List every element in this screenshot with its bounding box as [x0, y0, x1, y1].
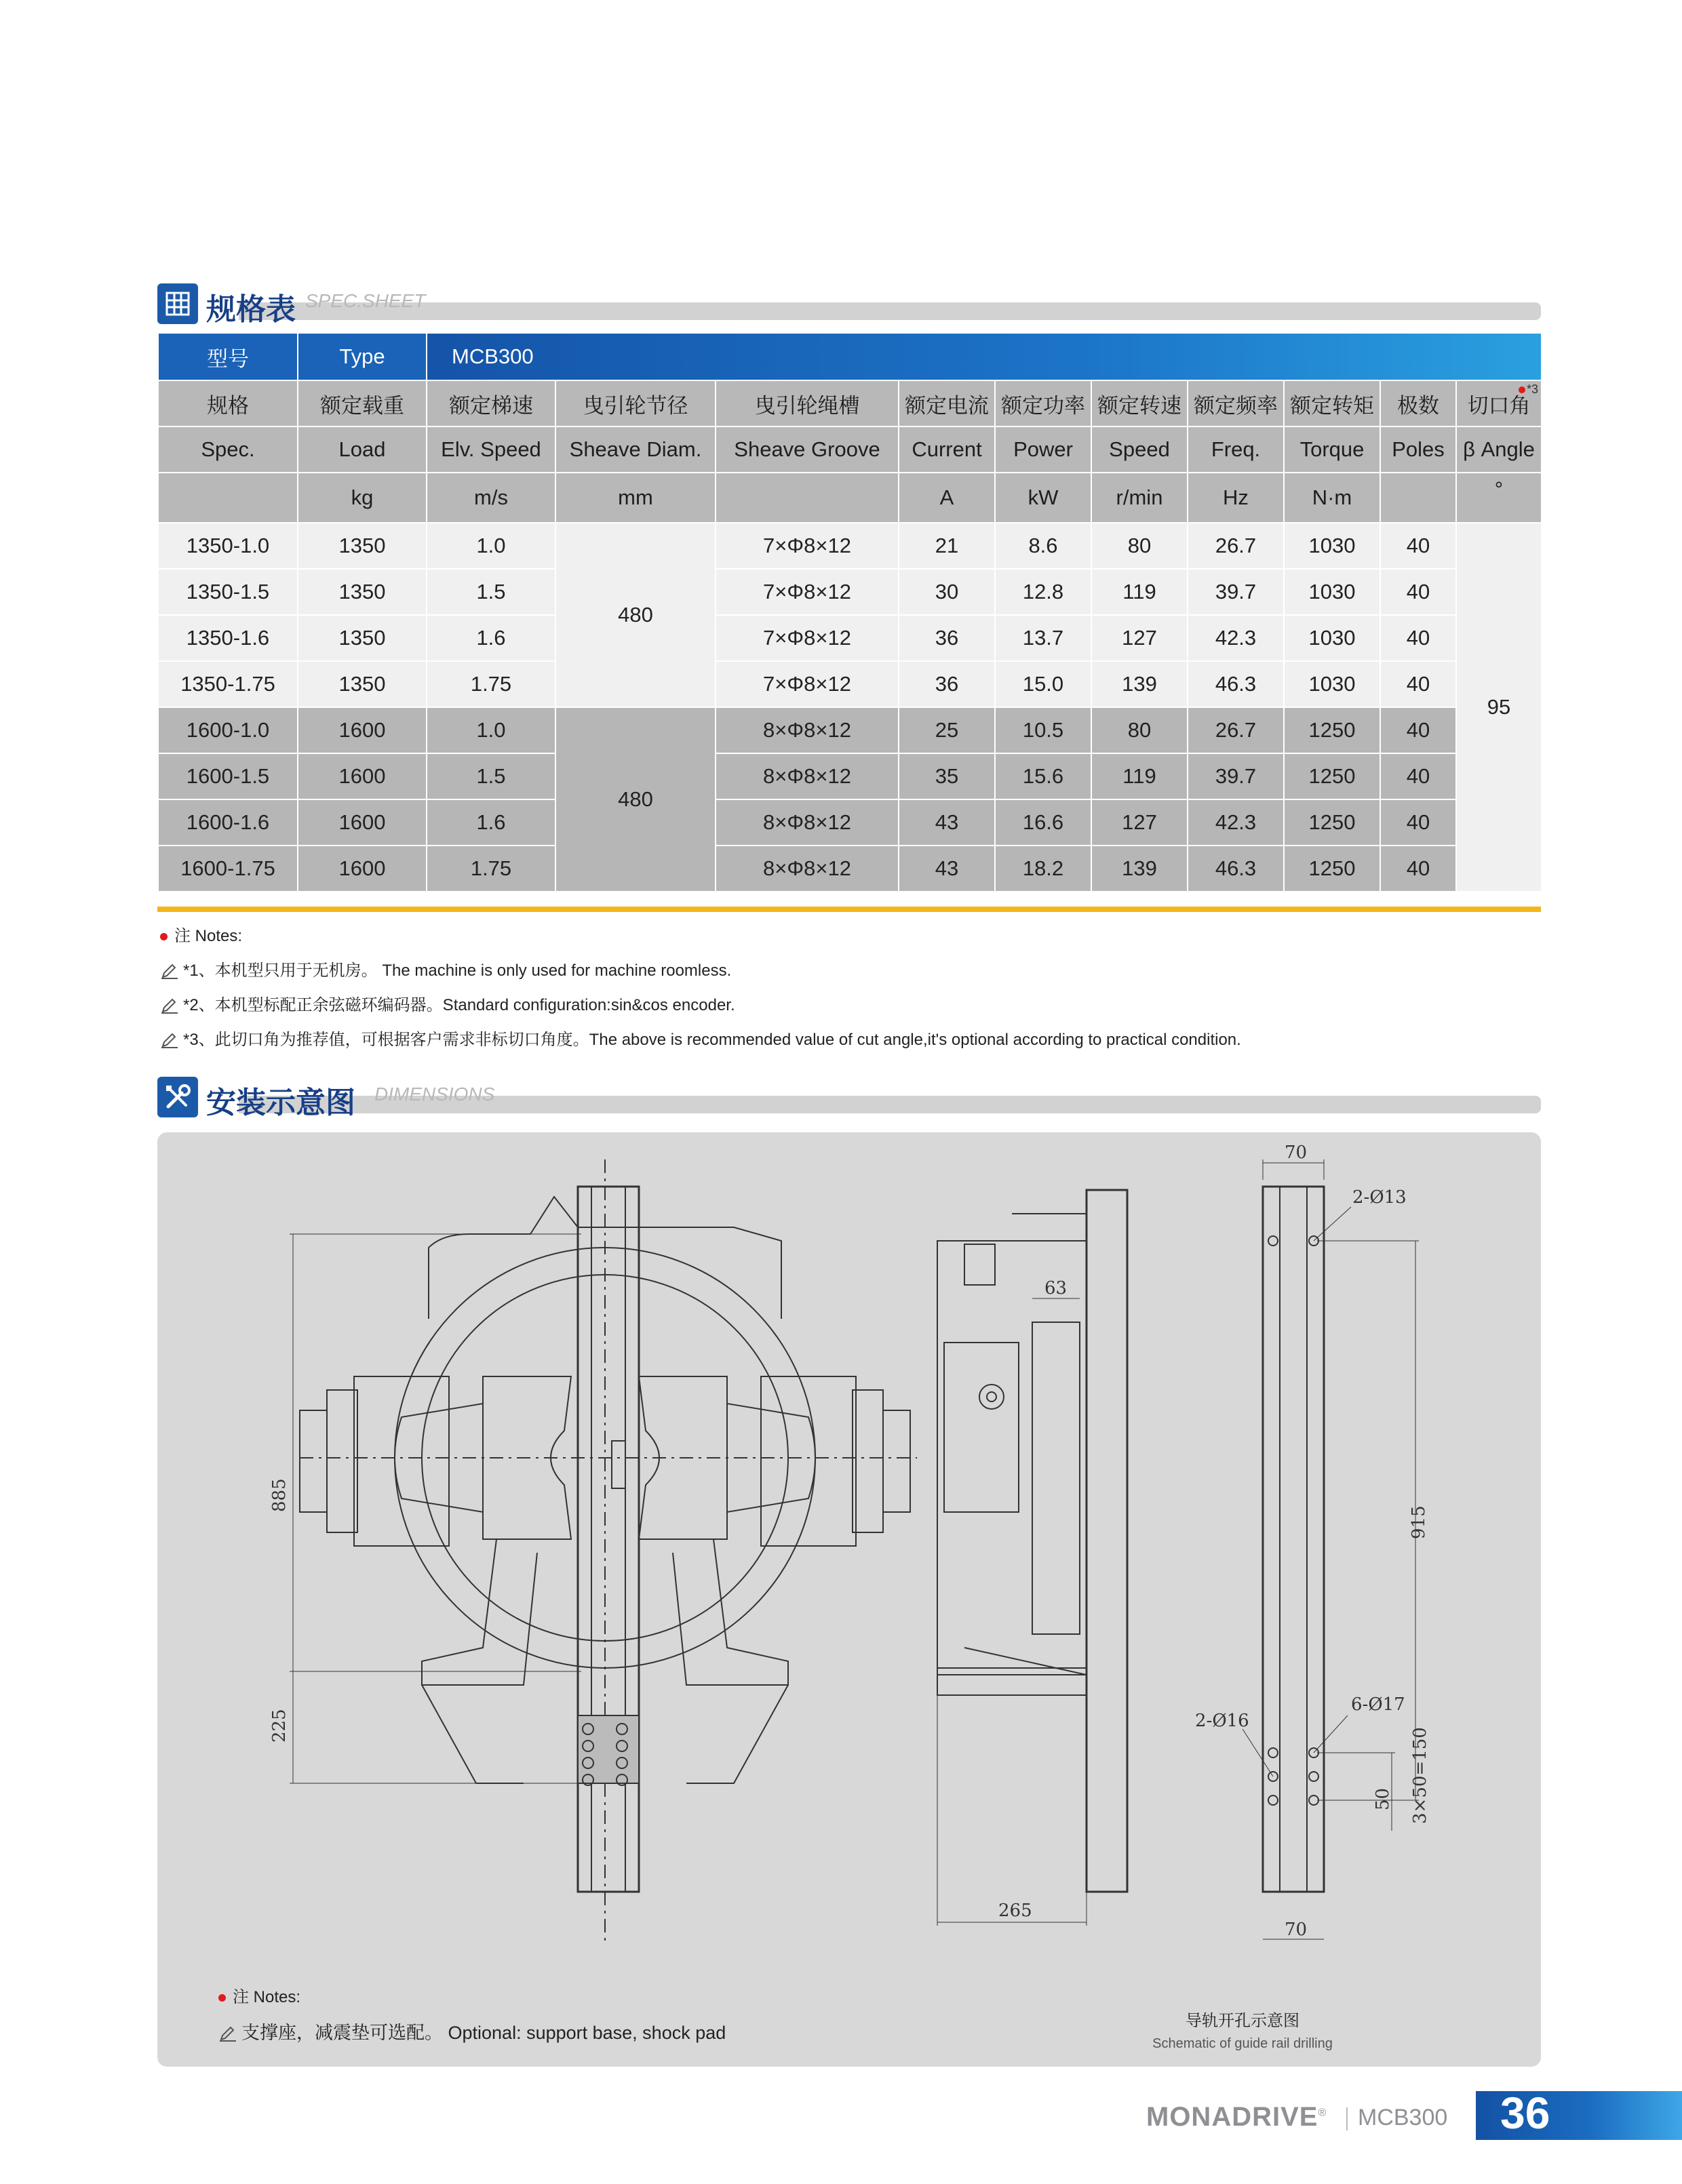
pencil-icon — [218, 2026, 237, 2042]
cell-rpm: 119 — [1091, 753, 1188, 799]
cell-load: 1600 — [298, 753, 427, 799]
cell-rpm: 139 — [1091, 846, 1188, 892]
note-3-marker: *3 — [1519, 382, 1538, 397]
header-en-row — [158, 426, 1542, 473]
bullet-dot-icon — [160, 933, 168, 940]
cell-speed: 1.6 — [427, 799, 555, 846]
page-number-badge — [1476, 2088, 1682, 2140]
note-text: *1、本机型只用于无机房。 The machine is only used for machine roomless. — [183, 961, 732, 980]
unit-cell: kW — [995, 473, 1091, 523]
table-row — [158, 846, 1542, 892]
header-cell: β Angle — [1456, 426, 1542, 473]
header-cell: 额定转矩 — [1284, 380, 1380, 426]
spec-table — [157, 332, 1542, 892]
cell-load: 1350 — [298, 661, 427, 707]
technical-drawing — [157, 1132, 1541, 2067]
cell-groove: 7×Φ8×12 — [716, 523, 899, 569]
dim-holes-right: 6-Ø17 — [1351, 1694, 1405, 1715]
rail-drilling-caption — [1039, 2007, 1446, 2052]
dimensions-title-en: DIMENSIONS — [374, 1084, 495, 1105]
cell-current: 43 — [899, 799, 995, 846]
header-cell: Elv. Speed — [427, 426, 555, 473]
side-view — [937, 1190, 1127, 1926]
cell-sheave-diam: 480 — [555, 707, 716, 892]
cell-current: 25 — [899, 707, 995, 753]
units-row — [158, 473, 1542, 523]
cell-beta-angle: 95 — [1456, 523, 1542, 892]
note-item — [160, 957, 1241, 980]
unit-cell — [1380, 473, 1456, 523]
dim-front-height: 885 — [269, 1478, 290, 1512]
dim-rail-pitch: 3×50=150 — [1410, 1727, 1430, 1824]
caption-en: Schematic of guide rail drilling — [1152, 2036, 1333, 2051]
footer-divider — [1346, 2107, 1348, 2130]
cell-groove: 8×Φ8×12 — [716, 846, 899, 892]
cell-freq: 39.7 — [1188, 753, 1284, 799]
table-row — [158, 615, 1542, 661]
caption-zh: 导轨开孔示意图 — [1186, 2012, 1299, 2030]
cell-freq: 46.3 — [1188, 661, 1284, 707]
cell-load: 1600 — [298, 846, 427, 892]
table-row — [158, 753, 1542, 799]
header-cell: Sheave Diam. — [555, 426, 716, 473]
type-label-zh: 型号 — [158, 333, 298, 380]
spec-title-zh: 规格表 — [206, 292, 296, 327]
dim-rail-span: 915 — [1409, 1505, 1429, 1539]
cell-spec: 1600-1.75 — [158, 846, 298, 892]
notes-block — [160, 922, 1241, 1050]
header-cell: Spec. — [158, 426, 298, 473]
header-cell-angle — [1456, 380, 1542, 426]
header-cell: Current — [899, 426, 995, 473]
header-cell: 额定频率 — [1188, 380, 1284, 426]
header-cell: Load — [298, 426, 427, 473]
cell-torque: 1250 — [1284, 846, 1380, 892]
cell-torque: 1030 — [1284, 523, 1380, 569]
cell-speed: 1.5 — [427, 753, 555, 799]
brand-name: MONADRIVE — [1146, 2102, 1318, 2132]
cell-torque: 1030 — [1284, 569, 1380, 615]
dim-side-depth: 265 — [998, 1901, 1032, 1921]
cell-current: 36 — [899, 661, 995, 707]
cell-groove: 8×Φ8×12 — [716, 753, 899, 799]
table-grid-icon — [157, 283, 198, 324]
notes-heading-text: 注 Notes: — [174, 927, 243, 945]
note-text: *2、本机型标配正余弦磁环编码器。Standard configuration:sin&cos encoder. — [183, 996, 735, 1014]
front-view — [290, 1159, 917, 1946]
header-cell: Torque — [1284, 426, 1380, 473]
cell-torque: 1030 — [1284, 615, 1380, 661]
table-bottom-rule — [157, 907, 1541, 912]
panel-notes — [218, 1983, 726, 2044]
dimensions-section-title — [157, 1077, 1541, 1123]
panel-note-item — [218, 2018, 726, 2044]
header-cell: 额定梯速 — [427, 380, 555, 426]
dimensions-panel — [157, 1132, 1541, 2067]
header-cell: 规格 — [158, 380, 298, 426]
cell-speed: 1.75 — [427, 846, 555, 892]
unit-cell: ° — [1456, 473, 1542, 523]
dim-front-base: 225 — [269, 1709, 290, 1743]
cell-spec: 1350-1.75 — [158, 661, 298, 707]
cell-load: 1350 — [298, 569, 427, 615]
unit-cell: kg — [298, 473, 427, 523]
cell-rpm: 127 — [1091, 799, 1188, 846]
cell-sheave-diam: 480 — [555, 523, 716, 707]
unit-cell: r/min — [1091, 473, 1188, 523]
header-cell: Speed — [1091, 426, 1188, 473]
cell-rpm: 80 — [1091, 523, 1188, 569]
cell-freq: 46.3 — [1188, 846, 1284, 892]
cell-poles: 40 — [1380, 753, 1456, 799]
dim-rail-pitch-single: 50 — [1373, 1787, 1393, 1810]
cell-rpm: 127 — [1091, 615, 1188, 661]
note-item — [160, 1026, 1241, 1050]
type-row — [158, 333, 1542, 380]
cell-current: 30 — [899, 569, 995, 615]
cell-speed: 1.6 — [427, 615, 555, 661]
cell-poles: 40 — [1380, 799, 1456, 846]
cell-torque: 1250 — [1284, 707, 1380, 753]
cell-freq: 39.7 — [1188, 569, 1284, 615]
cell-power: 18.2 — [995, 846, 1091, 892]
header-zh-row — [158, 380, 1542, 426]
dim-holes-top: 2-Ø13 — [1352, 1187, 1407, 1208]
pencil-icon — [160, 998, 179, 1014]
brand-mark: ® — [1318, 2107, 1327, 2119]
cell-current: 36 — [899, 615, 995, 661]
cell-spec: 1350-1.5 — [158, 569, 298, 615]
cell-groove: 7×Φ8×12 — [716, 661, 899, 707]
table-row — [158, 707, 1542, 753]
table-row — [158, 661, 1542, 707]
dim-rail-bottom: 70 — [1285, 1920, 1308, 1940]
unit-cell: N·m — [1284, 473, 1380, 523]
header-cell: 额定电流 — [899, 380, 995, 426]
table-row — [158, 569, 1542, 615]
bullet-dot-icon — [218, 1994, 226, 2002]
cell-poles: 40 — [1380, 846, 1456, 892]
cell-load: 1350 — [298, 615, 427, 661]
cell-freq: 26.7 — [1188, 523, 1284, 569]
note-item — [160, 991, 1241, 1015]
cell-speed: 1.75 — [427, 661, 555, 707]
unit-cell: mm — [555, 473, 716, 523]
header-cell: Poles — [1380, 426, 1456, 473]
cell-power: 15.6 — [995, 753, 1091, 799]
cell-freq: 42.3 — [1188, 615, 1284, 661]
dim-rail-top: 70 — [1285, 1143, 1308, 1163]
type-value: MCB300 — [427, 333, 1542, 380]
cell-spec: 1350-1.0 — [158, 523, 298, 569]
dimensions-title-zh: 安装示意图 — [206, 1086, 355, 1120]
cell-spec: 1600-1.5 — [158, 753, 298, 799]
pencil-icon — [160, 1033, 179, 1049]
cell-rpm: 119 — [1091, 569, 1188, 615]
header-cell: Freq. — [1188, 426, 1284, 473]
cell-spec: 1600-1.0 — [158, 707, 298, 753]
cell-rpm: 139 — [1091, 661, 1188, 707]
notes-heading — [160, 922, 1241, 946]
spec-title-en: SPEC.SHEET — [305, 290, 426, 311]
cell-load: 1600 — [298, 707, 427, 753]
unit-cell — [716, 473, 899, 523]
cell-speed: 1.5 — [427, 569, 555, 615]
panel-notes-heading-text: 注 Notes: — [233, 1988, 301, 2006]
cell-load: 1600 — [298, 799, 427, 846]
cell-load: 1350 — [298, 523, 427, 569]
tools-icon — [157, 1077, 198, 1117]
cell-poles: 40 — [1380, 569, 1456, 615]
cell-freq: 42.3 — [1188, 799, 1284, 846]
table-row — [158, 799, 1542, 846]
page-number: 36 — [1500, 2088, 1550, 2138]
spec-section-title — [157, 283, 1541, 330]
unit-cell: m/s — [427, 473, 555, 523]
header-cell: 曳引轮节径 — [555, 380, 716, 426]
unit-cell — [158, 473, 298, 523]
angle-header-label: 切口角 — [1467, 393, 1531, 418]
section-rule — [239, 302, 1541, 320]
cell-speed: 1.0 — [427, 523, 555, 569]
cell-groove: 8×Φ8×12 — [716, 707, 899, 753]
footer-model: MCB300 — [1358, 2105, 1448, 2130]
dim-holes-left: 2-Ø16 — [1195, 1711, 1249, 1731]
header-cell: 极数 — [1380, 380, 1456, 426]
unit-cell: Hz — [1188, 473, 1284, 523]
brand-logo — [1146, 2102, 1327, 2132]
cell-poles: 40 — [1380, 523, 1456, 569]
pencil-icon — [160, 964, 179, 980]
cell-power: 16.6 — [995, 799, 1091, 846]
cell-current: 35 — [899, 753, 995, 799]
header-cell: 额定载重 — [298, 380, 427, 426]
cell-torque: 1250 — [1284, 753, 1380, 799]
table-row — [158, 523, 1542, 569]
cell-power: 10.5 — [995, 707, 1091, 753]
cell-torque: 1030 — [1284, 661, 1380, 707]
header-cell: Power — [995, 426, 1091, 473]
note-text: *3、此切口角为推荐值，可根据客户需求非标切口角度。The above is recommended value of cut angle,it's optional according to practical condition. — [183, 1031, 1241, 1049]
cell-poles: 40 — [1380, 707, 1456, 753]
header-cell: 曳引轮绳槽 — [716, 380, 899, 426]
cell-poles: 40 — [1380, 615, 1456, 661]
rail-view — [1243, 1159, 1419, 1939]
cell-groove: 7×Φ8×12 — [716, 615, 899, 661]
unit-cell: A — [899, 473, 995, 523]
cell-torque: 1250 — [1284, 799, 1380, 846]
cell-power: 13.7 — [995, 615, 1091, 661]
cell-spec: 1350-1.6 — [158, 615, 298, 661]
dim-side-groove: 63 — [1044, 1278, 1068, 1298]
cell-groove: 8×Φ8×12 — [716, 799, 899, 846]
cell-groove: 7×Φ8×12 — [716, 569, 899, 615]
panel-notes-heading — [218, 1983, 726, 2007]
cell-freq: 26.7 — [1188, 707, 1284, 753]
cell-current: 43 — [899, 846, 995, 892]
cell-rpm: 80 — [1091, 707, 1188, 753]
cell-power: 12.8 — [995, 569, 1091, 615]
header-cell: 额定功率 — [995, 380, 1091, 426]
cell-speed: 1.0 — [427, 707, 555, 753]
cell-spec: 1600-1.6 — [158, 799, 298, 846]
header-cell: 额定转速 — [1091, 380, 1188, 426]
type-label-en: Type — [298, 333, 427, 380]
panel-note-text: 支撑座，减震垫可选配。 Optional: support base, shock pad — [241, 2023, 726, 2043]
cell-current: 21 — [899, 523, 995, 569]
cell-power: 8.6 — [995, 523, 1091, 569]
cell-poles: 40 — [1380, 661, 1456, 707]
header-cell: Sheave Groove — [716, 426, 899, 473]
cell-power: 15.0 — [995, 661, 1091, 707]
